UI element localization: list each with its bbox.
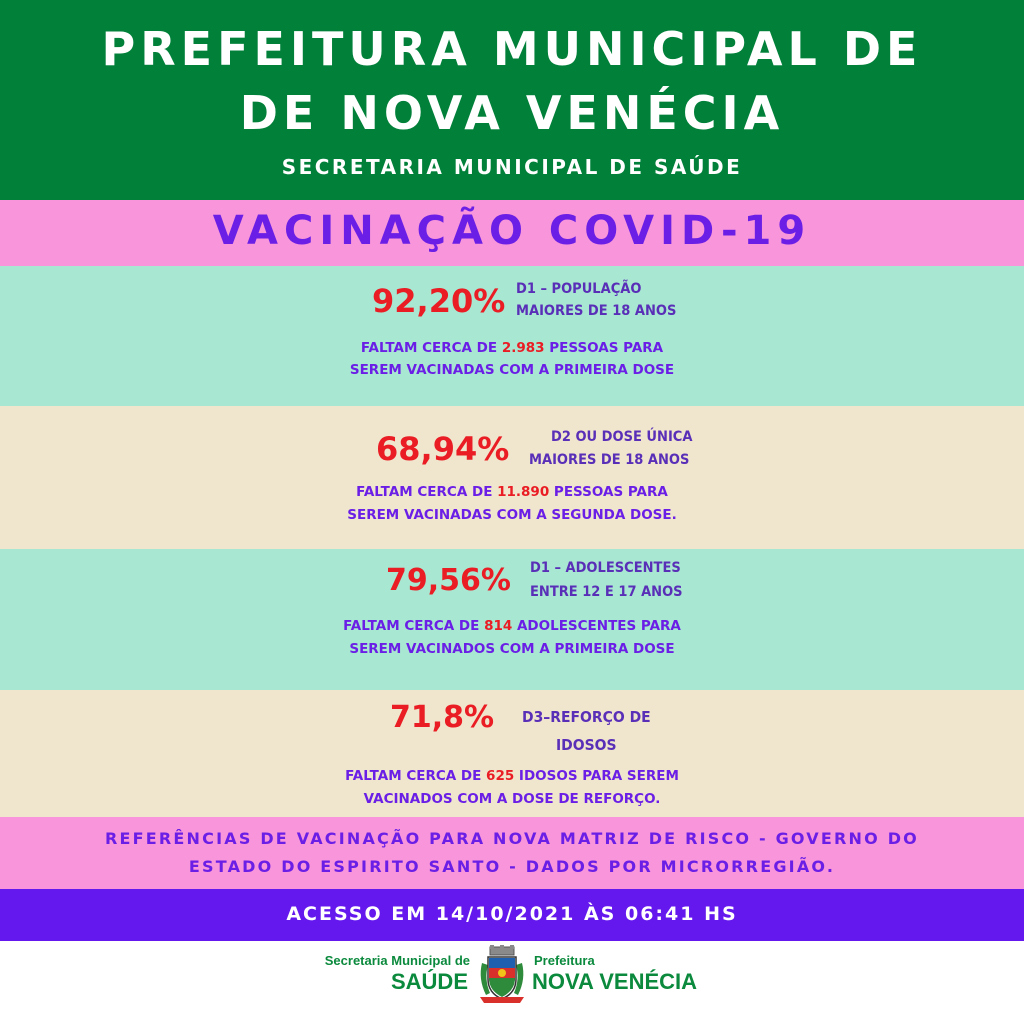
stat-description-line2: SEREM VACINADAS COM A SEGUNDA DOSE.	[347, 507, 677, 523]
stat-description-line1: FALTAM CERCA DE 814 ADOLESCENTES PARA	[343, 618, 681, 634]
campaign-title-bar	[0, 200, 1024, 266]
prefeitura-label-small: Prefeitura	[534, 953, 595, 968]
stat-section-d3-booster	[0, 690, 1024, 817]
stat-section-d1-adolescents	[0, 549, 1024, 690]
stat-remaining-count: 814	[484, 618, 513, 634]
municipal-coat-of-arms-icon	[476, 945, 528, 1007]
stat-remaining-count: 625	[486, 768, 515, 784]
stat-percent: 71,8%	[390, 700, 495, 735]
stat-label-line2: IDOSOS	[556, 736, 617, 754]
stat-label-line1: D1 – ADOLESCENTES	[530, 560, 681, 576]
stat-label-line2: ENTRE 12 E 17 ANOS	[530, 584, 683, 600]
stat-description-line1: FALTAM CERCA DE 11.890 PESSOAS PARA	[356, 484, 668, 500]
reference-line1: REFERÊNCIAS DE VACINAÇÃO PARA NOVA MATRIZ DE RISCO - GOVERNO DO	[105, 829, 919, 848]
stat-section-d1-adults	[0, 266, 1024, 406]
stat-label-line1: D3–REFORÇO DE	[522, 708, 651, 726]
stat-label-line1: D1 – POPULAÇÃO	[516, 281, 642, 297]
stat-description-line2: SEREM VACINADAS COM A PRIMEIRA DOSE	[349, 362, 675, 378]
secretaria-label-small: Secretaria Municipal de	[324, 953, 470, 968]
stat-description-line2: VACINADOS COM A DOSE DE REFORÇO.	[363, 791, 661, 807]
access-date-bar	[0, 889, 1024, 941]
stat-percent: 68,94%	[376, 430, 510, 468]
stat-label-line2: MAIORES DE 18 ANOS	[516, 303, 677, 319]
stat-description-line1: FALTAM CERCA DE 625 IDOSOS PARA SEREM	[345, 768, 679, 784]
campaign-title: VACINAÇÃO COVID-19	[212, 208, 812, 254]
stat-label-line2: MAIORES DE 18 ANOS	[529, 452, 690, 468]
stat-percent: 92,20%	[372, 282, 506, 320]
access-date: ACESSO EM 14/10/2021 ÀS 06:41 HS	[286, 903, 738, 925]
stat-percent: 79,56%	[386, 563, 511, 598]
header-title-line2: DE NOVA VENÉCIA	[239, 86, 785, 140]
stat-description-line1: FALTAM CERCA DE 2.983 PESSOAS PARA	[360, 340, 664, 356]
footer	[0, 941, 1024, 1024]
stat-remaining-count: 11.890	[497, 484, 550, 500]
stat-label-line1: D2 OU DOSE ÚNICA	[551, 429, 693, 445]
reference-line2: ESTADO DO ESPIRITO SANTO - DADOS POR MICRORREGIÃO.	[188, 857, 836, 876]
header-title-line1: PREFEITURA MUNICIPAL DE	[101, 22, 923, 76]
secretaria-label-big: SAÚDE	[390, 969, 468, 994]
header	[0, 0, 1024, 200]
reference-bar	[0, 817, 1024, 889]
stat-section-d2-adults	[0, 406, 1024, 549]
stat-remaining-count: 2.983	[501, 340, 545, 356]
stat-description-line2: SEREM VACINADOS COM A PRIMEIRA DOSE	[349, 641, 675, 657]
prefeitura-label-big: NOVA VENÉCIA	[532, 969, 698, 994]
header-subtitle: SECRETARIA MUNICIPAL DE SAÚDE	[281, 155, 743, 179]
